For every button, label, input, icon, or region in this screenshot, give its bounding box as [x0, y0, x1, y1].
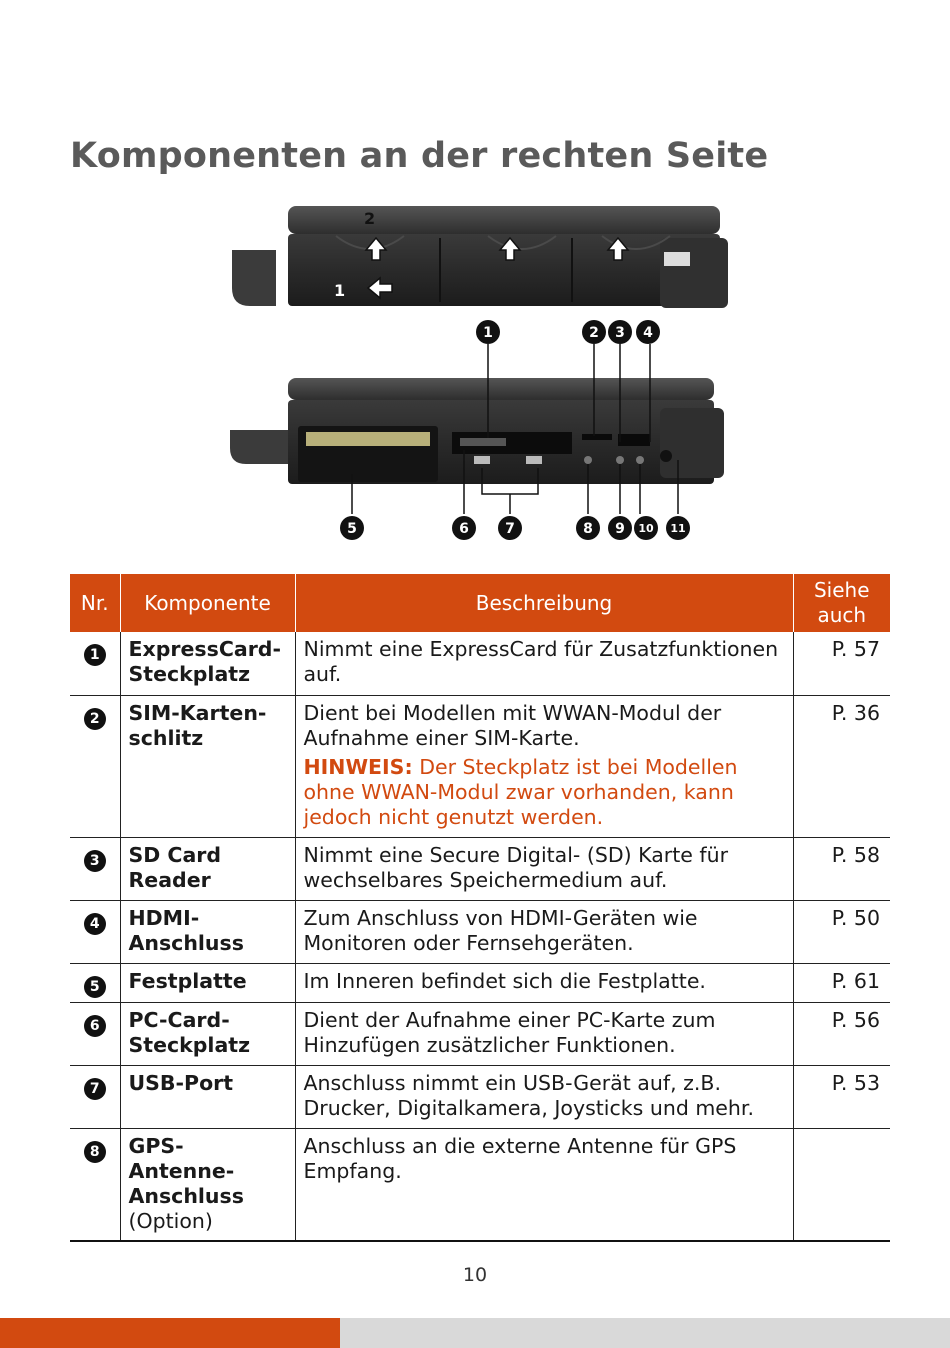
- callout-1: 1: [483, 325, 493, 341]
- page-reference: P. 50: [793, 900, 890, 963]
- page-title: Komponenten an der rechten Seite: [70, 136, 769, 176]
- table-row: [70, 963, 890, 1002]
- component-description: Anschluss nimmt ein USB-Gerät auf, z.B. Drucker, Digitalkamera, Joysticks und mehr.: [295, 1065, 793, 1128]
- component-option: (Option): [128, 1208, 213, 1233]
- page-reference: [793, 1128, 890, 1241]
- page-number: 10: [462, 1264, 488, 1286]
- row-number-badge: 8: [84, 1141, 106, 1163]
- component-name: PC-Card-Steckplatz: [120, 1002, 295, 1065]
- table-row: [70, 900, 890, 963]
- callout-3: 3: [615, 325, 625, 341]
- page-reference: P. 61: [793, 963, 890, 1002]
- callout-7: 7: [505, 521, 515, 537]
- component-name: ExpressCard-Steckplatz: [120, 632, 295, 695]
- page-reference: P. 53: [793, 1065, 890, 1128]
- row-number-badge: 5: [84, 976, 106, 998]
- row-number-badge: 4: [84, 913, 106, 935]
- components-table: [70, 574, 890, 1242]
- row-number-badge: 2: [84, 708, 106, 730]
- component-description: Im Inneren befindet sich die Festplatte.: [295, 963, 793, 1002]
- component-name: GPS-Antenne-Anschluss: [128, 1133, 244, 1208]
- note-label: HINWEIS:: [303, 754, 413, 779]
- callout-4: 4: [643, 325, 653, 341]
- top-view-closed: [232, 206, 728, 308]
- row-number-badge: 6: [84, 1015, 106, 1037]
- laptop-right-side-figure: [220, 198, 740, 550]
- component-name: SD Card Reader: [120, 837, 295, 900]
- table-header-row: [70, 574, 890, 632]
- component-name: HDMI-Anschluss: [120, 900, 295, 963]
- table-row: [70, 695, 890, 837]
- footer-grey-bar: [340, 1318, 950, 1348]
- callout-top-1: 1: [334, 281, 346, 300]
- header-description: Beschreibung: [295, 574, 793, 632]
- component-name: USB-Port: [120, 1065, 295, 1128]
- header-nr: Nr.: [70, 574, 120, 632]
- table-row: [70, 1128, 890, 1241]
- table-row: [70, 1002, 890, 1065]
- component-description: Zum Anschluss von HDMI-Geräten wie Monitoren oder Fernsehgeräten.: [295, 900, 793, 963]
- header-component: Komponente: [120, 574, 295, 632]
- component-description-cell: [295, 695, 793, 837]
- callout-2: 2: [589, 325, 599, 341]
- row-number-badge: 3: [84, 850, 106, 872]
- footer-accent-bar: [0, 1318, 340, 1348]
- callout-6: 6: [459, 521, 469, 537]
- row-number-badge: 1: [84, 644, 106, 666]
- table-row: [70, 1065, 890, 1128]
- page-reference: P. 56: [793, 1002, 890, 1065]
- note: [304, 755, 785, 830]
- callout-11: 11: [670, 522, 686, 535]
- page-reference: P. 36: [793, 695, 890, 837]
- header-ref-line1: Siehe: [813, 578, 870, 602]
- component-description: Dient bei Modellen mit WWAN-Modul der Aufnahme einer SIM-Karte.: [303, 700, 722, 750]
- row-number-badge: 7: [84, 1078, 106, 1100]
- callout-5: 5: [347, 521, 357, 537]
- callout-8: 8: [583, 521, 593, 537]
- component-name: Festplatte: [120, 963, 295, 1002]
- header-reference: [793, 574, 890, 632]
- component-name-cell: [120, 1128, 295, 1241]
- page-reference: P. 57: [793, 632, 890, 695]
- table-row: [70, 632, 890, 695]
- callout-9: 9: [615, 521, 625, 537]
- header-ref-line2: auch: [817, 603, 867, 627]
- callout-10: 10: [638, 522, 654, 535]
- note-text: Der Steckplatz ist bei Modellen ohne WWAN-Modul zwar vorhanden, kann jedoch nicht genutzt werden.: [303, 754, 738, 829]
- table-row: [70, 837, 890, 900]
- page-reference: P. 58: [793, 837, 890, 900]
- component-name: SIM-Karten-schlitz: [120, 695, 295, 837]
- callout-top-2: 2: [364, 209, 376, 228]
- component-description: Nimmt eine ExpressCard für Zusatzfunktionen auf.: [295, 632, 793, 695]
- component-description: Anschluss an die externe Antenne für GPS Empfang.: [295, 1128, 793, 1241]
- component-description: Dient der Aufnahme einer PC-Karte zum Hinzufügen zusätzlicher Funktionen.: [295, 1002, 793, 1065]
- component-description: Nimmt eine Secure Digital- (SD) Karte für wechselbares Speichermedium auf.: [295, 837, 793, 900]
